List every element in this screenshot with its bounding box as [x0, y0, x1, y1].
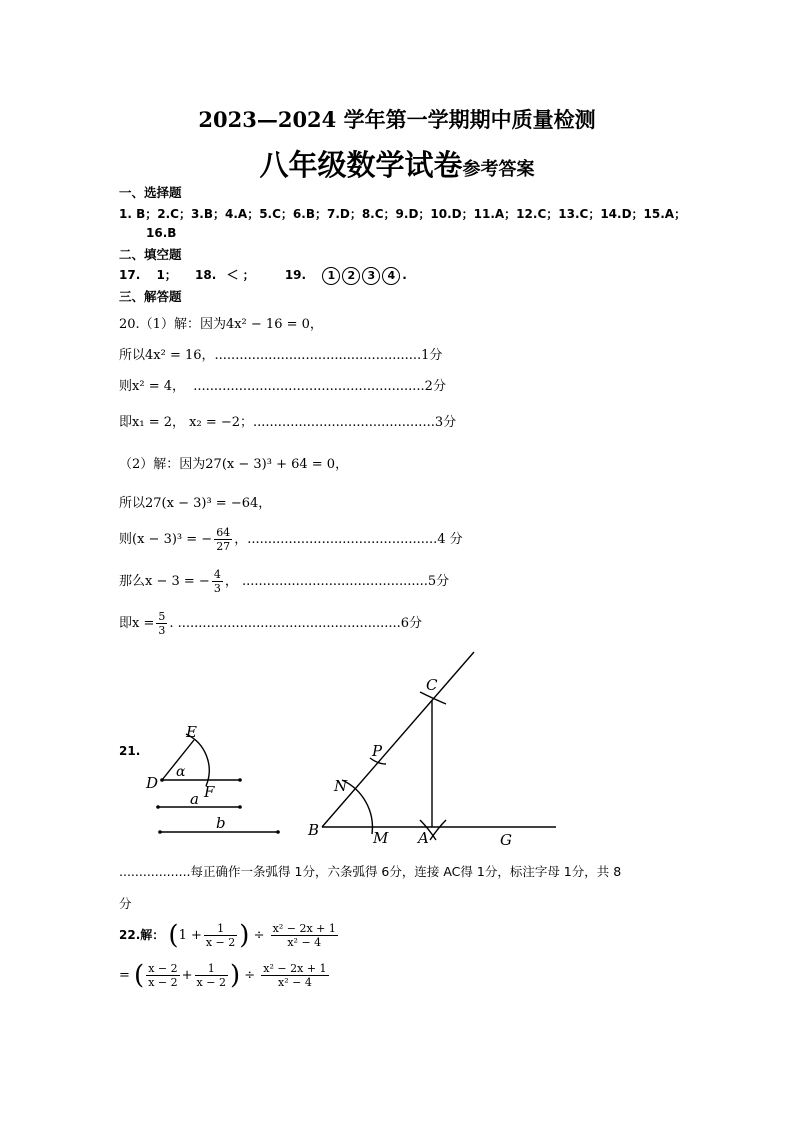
arc-EF — [186, 734, 209, 786]
q20-step5 — [119, 526, 463, 553]
numerator: 5 — [158, 610, 166, 623]
label-E: E — [186, 723, 197, 741]
numerator: x² − 2x + 1 — [272, 922, 336, 935]
right-paren: ) — [229, 960, 241, 991]
numerator: 1 — [204, 922, 237, 936]
label-P: P — [372, 742, 383, 760]
label-G: G — [500, 831, 512, 849]
segment-a-start — [156, 805, 160, 809]
q20-p1-equation: 4x² − 16 = 0， — [225, 317, 323, 332]
fraction — [271, 922, 338, 949]
left-paren: ( — [134, 960, 145, 991]
q20-part2-intro — [119, 453, 348, 472]
section-fill-heading: 二、填空题 — [119, 247, 182, 262]
circled-number: 4 — [382, 267, 400, 285]
label-A: A — [418, 829, 429, 847]
circled-number: 1 — [322, 267, 340, 285]
segment-b-start — [158, 830, 162, 834]
q20-step2 — [119, 375, 446, 394]
label-F: F — [204, 783, 215, 801]
q20-p2-equation: 27(x − 3)³ + 64 = 0， — [205, 457, 349, 472]
label-a: a — [190, 790, 199, 808]
denominator: 27 — [216, 540, 231, 553]
step-prefix: 则 — [119, 532, 133, 547]
q20-step4 — [119, 492, 271, 511]
denominator: x² − 4 — [278, 976, 312, 989]
denominator: 3 — [213, 582, 221, 595]
numerator: 1 — [195, 962, 228, 976]
fraction — [212, 568, 223, 595]
q21-number: 21. — [119, 744, 141, 758]
left-paren: ( — [168, 920, 179, 951]
step-equation: x₂ = −2； — [189, 415, 254, 430]
q20-p2-label: （2）解：因为 — [119, 457, 206, 472]
label-C: C — [426, 676, 438, 694]
answer-key-label: 参考答案 — [462, 159, 535, 180]
right-paren: ) — [239, 920, 250, 951]
q19-answer — [322, 268, 407, 282]
step-equation: (x − 3)³ = − — [132, 532, 213, 547]
step-score: ， .............................................5分 — [224, 574, 450, 589]
step-equation: 4x² = 16， — [145, 348, 215, 363]
divide-sign: ÷ — [253, 928, 265, 943]
step-equation: x₁ = 2， — [132, 415, 185, 430]
segment-b-end — [276, 830, 280, 834]
label-D: D — [146, 774, 159, 792]
q20-step1 — [119, 344, 442, 363]
circled-number: 2 — [342, 267, 360, 285]
denominator: x − 2 — [205, 936, 236, 949]
section-solution-heading: 三、解答题 — [119, 289, 182, 304]
step-prefix: 则 — [119, 379, 133, 394]
denominator: x − 2 — [196, 976, 226, 989]
exam-title: 2023—2024 学年第一学期期中质量检测 — [198, 107, 596, 132]
step-score: . ......................................................6分 — [169, 616, 423, 631]
divide-sign: ÷ — [244, 968, 256, 983]
q20-step6 — [119, 568, 449, 595]
step-score: ，..............................................4 分 — [234, 532, 463, 547]
point-F-end — [238, 778, 242, 782]
q22-line1 — [119, 922, 340, 949]
step-equation: 27(x − 3)³ = −64， — [145, 496, 272, 511]
step-equation: x² = 4， — [132, 379, 185, 394]
fraction — [204, 922, 237, 949]
step-prefix: 所以 — [119, 348, 146, 363]
plus-sign: + — [181, 968, 193, 983]
q22-line2 — [119, 962, 331, 989]
numerator: x − 2 — [148, 962, 178, 975]
q21-grading-note: ..................每正确作一条弧得 1分，六条弧得 6分，连接 AC得 1分，标注字母 1分，共 8 — [119, 864, 622, 879]
paper-subject — [0, 143, 794, 184]
term: 1 + — [178, 928, 202, 943]
step-prefix: 即 — [119, 616, 133, 631]
q19-end: . — [402, 268, 407, 282]
section-choice-heading: 一、选择题 — [119, 185, 182, 200]
q20-part1-intro — [119, 313, 323, 332]
subject-name: 八年级数学试卷 — [259, 148, 463, 182]
label-b: b — [216, 814, 226, 832]
q20-step3 — [119, 411, 456, 430]
step-prefix: 即 — [119, 415, 133, 430]
segment-a-end — [238, 805, 242, 809]
numerator: 64 — [216, 526, 231, 539]
fill-answers — [119, 266, 407, 285]
point-D — [160, 778, 164, 782]
step-equation: x − 3 = − — [145, 574, 210, 589]
construction-diagram — [0, 640, 794, 860]
equals-sign: = — [119, 968, 130, 983]
q17-number: 17. — [119, 268, 141, 282]
q18-number: 18. — [195, 268, 217, 282]
step-score: ..................................................1分 — [214, 348, 443, 363]
choice-answers-line1: 1. B；2.C；3.B；4.A；5.C；6.B；7.D；8.C；9.D；10.D；11.A；12.C；13.C；14.D；15.A； — [119, 207, 687, 221]
step-prefix: 那么 — [119, 574, 146, 589]
circled-number: 3 — [362, 267, 380, 285]
label-N: N — [334, 777, 348, 795]
denominator: 3 — [158, 624, 166, 637]
q19-number: 19. — [284, 268, 307, 282]
fraction — [261, 962, 328, 989]
q18-answer: ＜ ； — [226, 268, 255, 282]
fraction — [156, 610, 167, 637]
fraction — [214, 526, 232, 553]
step-score: ............................................3分 — [253, 415, 457, 430]
label-B: B — [308, 821, 320, 839]
step-prefix: 所以 — [119, 496, 146, 511]
step-score: ........................................................2分 — [193, 379, 446, 394]
q20-step7 — [119, 610, 422, 637]
numerator: 4 — [213, 568, 221, 581]
q22-label: 22.解： — [119, 928, 165, 942]
choice-answers-line2: 16.B — [146, 226, 177, 240]
line-BC — [322, 652, 474, 827]
step-equation: x = — [132, 616, 155, 631]
denominator: x − 2 — [148, 976, 178, 989]
numerator: x² − 2x + 1 — [263, 962, 327, 975]
q20-p1-label: 20.（1）解：因为 — [119, 317, 226, 332]
fraction — [146, 962, 179, 989]
denominator: x² − 4 — [287, 936, 322, 949]
label-alpha: α — [176, 764, 186, 780]
label-M: M — [373, 829, 389, 847]
fraction — [195, 962, 228, 989]
q17-answer: 1； — [156, 268, 177, 282]
q21-grading-note-cont: 分 — [119, 896, 132, 911]
